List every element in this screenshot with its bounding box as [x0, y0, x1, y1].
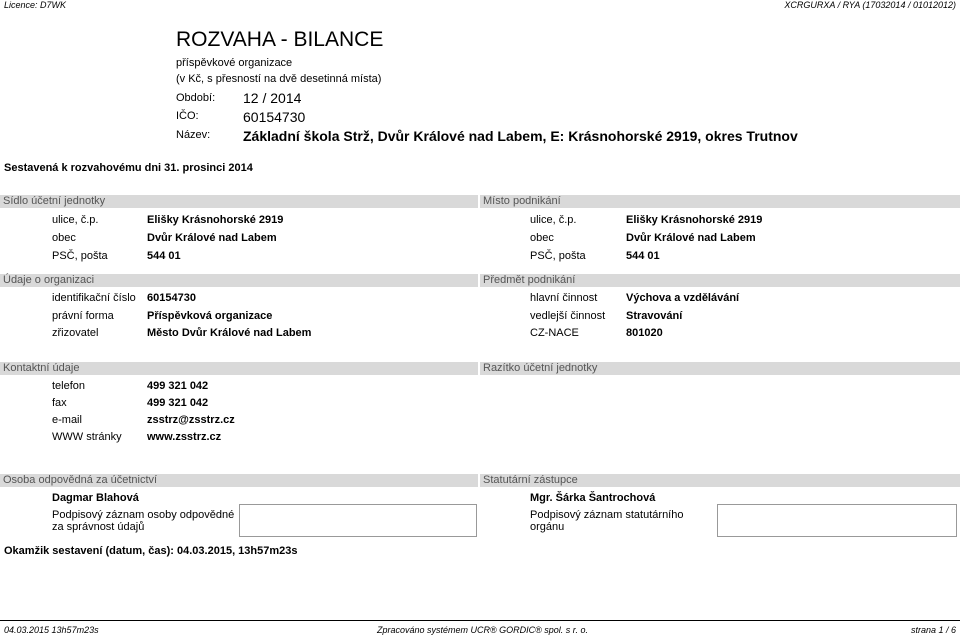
page-title: ROZVAHA - BILANCE	[176, 28, 384, 51]
section-responsible-title: Osoba odpovědná za účetnictví	[3, 474, 158, 486]
contact-web-label: WWW stránky	[52, 431, 122, 443]
name-label: Název:	[176, 129, 211, 141]
subject-nace-label: CZ-NACE	[530, 327, 579, 339]
footer-timestamp: 04.03.2015 13h57m23s	[4, 625, 99, 635]
seat-city-value: Dvůr Králové nad Labem	[147, 232, 277, 244]
org-legal-form-value: Příspěvková organizace	[147, 310, 273, 322]
ico-value: 60154730	[243, 109, 306, 125]
assembly-moment: Okamžik sestavení (datum, čas): 04.03.2015, 13h57m23s	[4, 545, 298, 557]
business-zip-value: 544 01	[626, 250, 660, 262]
business-city-value: Dvůr Králové nad Labem	[626, 232, 756, 244]
subject-side-label: vedlejší činnost	[530, 310, 606, 322]
section-stamp-title: Razítko účetní jednotky	[483, 362, 598, 374]
section-stamp-header	[480, 362, 960, 375]
section-contact-header	[0, 362, 478, 375]
subject-nace-value: 801020	[626, 327, 663, 339]
seat-zip-label: PSČ, pošta	[52, 250, 108, 262]
subject-main-label: hlavní činnost	[530, 292, 598, 304]
org-founder-label: zřizovatel	[52, 327, 99, 339]
section-subject-title: Předmět podnikání	[483, 274, 576, 286]
license-text: Licence: D7WK	[4, 0, 67, 10]
name-value: Základní škola Strž, Dvůr Králové nad Labem, E: Krásnohorské 2919, okres Trutnov	[243, 128, 798, 144]
section-org-title: Údaje o organizaci	[3, 274, 95, 286]
period-label: Období:	[176, 92, 216, 104]
responsible-sig-label-line1: Podpisový záznam osoby odpovědné	[52, 509, 235, 521]
subtitle-org-type: příspěvkové organizace	[176, 57, 293, 69]
contact-email-label: e-mail	[52, 414, 82, 426]
contact-fax-value: 499 321 042	[147, 397, 209, 409]
org-legal-form-label: právní forma	[52, 310, 114, 322]
contact-phone-label: telefon	[52, 380, 86, 392]
org-id-label: identifikační číslo	[52, 292, 136, 304]
section-business-place-header	[480, 195, 960, 208]
ico-label: IČO:	[176, 110, 199, 122]
responsible-signature-box	[239, 504, 477, 537]
assembled-date: Sestavená k rozvahovému dni 31. prosinci 2014	[4, 162, 253, 174]
section-contact-title: Kontaktní údaje	[3, 362, 80, 374]
footer-page-number: strana 1 / 6	[910, 625, 956, 635]
business-zip-label: PSČ, pošta	[530, 250, 586, 262]
section-subject-header	[480, 274, 960, 287]
section-org-header	[0, 274, 478, 287]
report-code: XCRGURXA / RYA (17032014 / 01012012)	[784, 0, 956, 10]
business-street-label: ulice, č.p.	[530, 214, 577, 226]
responsible-sig-label-line2: za správnost údajů	[52, 521, 145, 533]
section-statutory-header	[480, 474, 960, 487]
section-business-place-title: Místo podnikání	[483, 195, 561, 207]
top-bar	[0, 0, 960, 11]
statutory-signature-box	[717, 504, 957, 537]
section-responsible-header	[0, 474, 478, 487]
responsible-name: Dagmar Blahová	[52, 492, 139, 504]
seat-city-label: obec	[52, 232, 76, 244]
org-id-value: 60154730	[147, 292, 196, 304]
seat-street-label: ulice, č.p.	[52, 214, 99, 226]
footer-processed-by: Zpracováno systémem UCR® GORDIC® spol. s r. o.	[377, 625, 588, 635]
section-statutory-title: Statutární zástupce	[483, 474, 578, 486]
contact-phone-value: 499 321 042	[147, 380, 209, 392]
section-seat-header	[0, 195, 478, 208]
section-seat-title: Sídlo účetní jednotky	[3, 195, 106, 207]
contact-fax-label: fax	[52, 397, 67, 409]
business-street-value: Elišky Krásnohorské 2919	[626, 214, 763, 226]
business-city-label: obec	[530, 232, 554, 244]
statutory-name: Mgr. Šárka Šantrochová	[530, 492, 656, 504]
subject-main-value: Výchova a vzdělávání	[626, 292, 740, 304]
seat-zip-value: 544 01	[147, 250, 181, 262]
period-value: 12 / 2014	[243, 90, 302, 106]
org-founder-value: Město Dvůr Králové nad Labem	[147, 327, 312, 339]
seat-street-value: Elišky Krásnohorské 2919	[147, 214, 284, 226]
footer-divider	[0, 620, 960, 621]
contact-email-value[interactable]: zsstrz@zsstrz.cz	[147, 414, 235, 426]
subject-side-value: Stravování	[626, 310, 683, 322]
contact-web-value[interactable]: www.zsstrz.cz	[147, 431, 222, 443]
statutory-sig-label-line1: Podpisový záznam statutárního	[530, 509, 684, 521]
subtitle-precision: (v Kč, s přesností na dvě desetinná místa)	[176, 73, 382, 85]
statutory-sig-label-line2: orgánu	[530, 521, 565, 533]
